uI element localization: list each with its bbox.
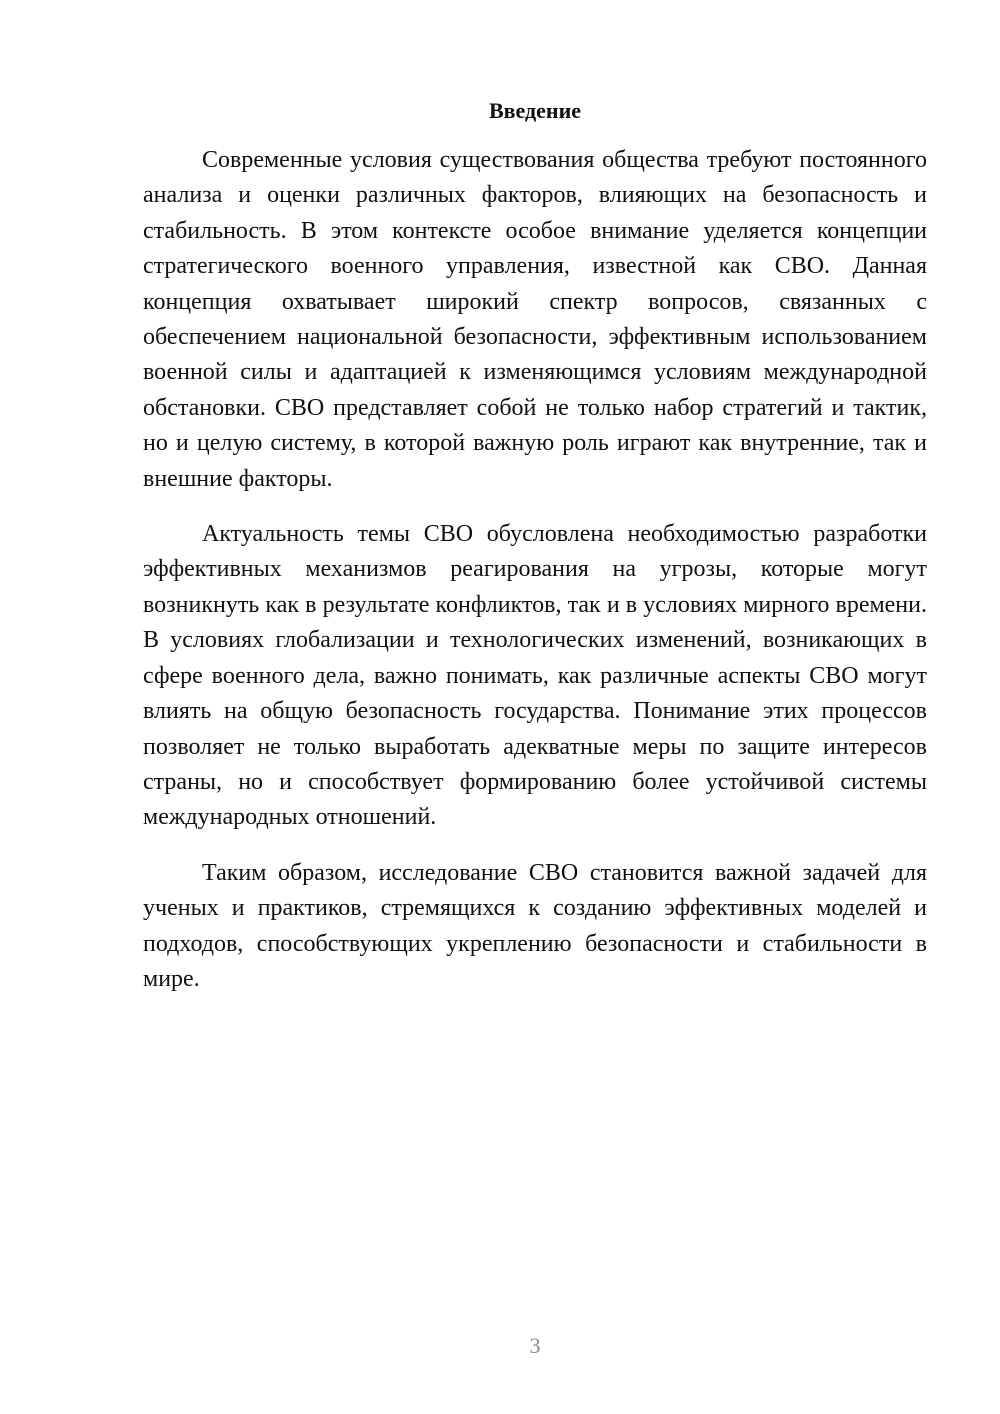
paragraph-relevance: Актуальность темы СВО обусловлена необходимостью разработки эффективных механизмов реагирования на угрозы, которые могут возникнуть как в результате конфликтов, так и в условиях мирного времени. В условиях глобализации и технологических изменений, возникающих в сфере военного дела, важно понимать, как различные аспекты СВО могут влиять на общую безопасность государства. Понимание этих процессов позволяет не только выработать адекватные меры по защите интересов страны, но и способствует формированию более устойчивой системы международных отношений. xyxy=(143,521,927,831)
section-title: Введение xyxy=(488,98,582,123)
paragraph-conclusion: Таким образом, исследование СВО становится важной задачей для ученых и практиков, стремящихся к созданию эффективных моделей и подходов, способствующих укреплению безопасности и стабильности в мире. xyxy=(143,859,927,992)
document-body xyxy=(143,143,927,1017)
paragraph-intro: Современные условия существования общества требуют постоянного анализа и оценки различных факторов, влияющих на безопасность и стабильность. В этом контексте особое внимание уделяется концепции стратегического военного управления, известной как СВО. Данная концепция охватывает широкий спектр вопросов, связанных с обеспечением национальной безопасности, эффективным использованием военной силы и адаптацией к изменяющимся условиям международной обстановки. СВО представляет собой не только набор стратегий и тактик, но и целую систему, в которой важную роль играют как внутренние, так и внешние факторы. xyxy=(143,147,927,492)
page-number: 3 xyxy=(529,1333,541,1358)
